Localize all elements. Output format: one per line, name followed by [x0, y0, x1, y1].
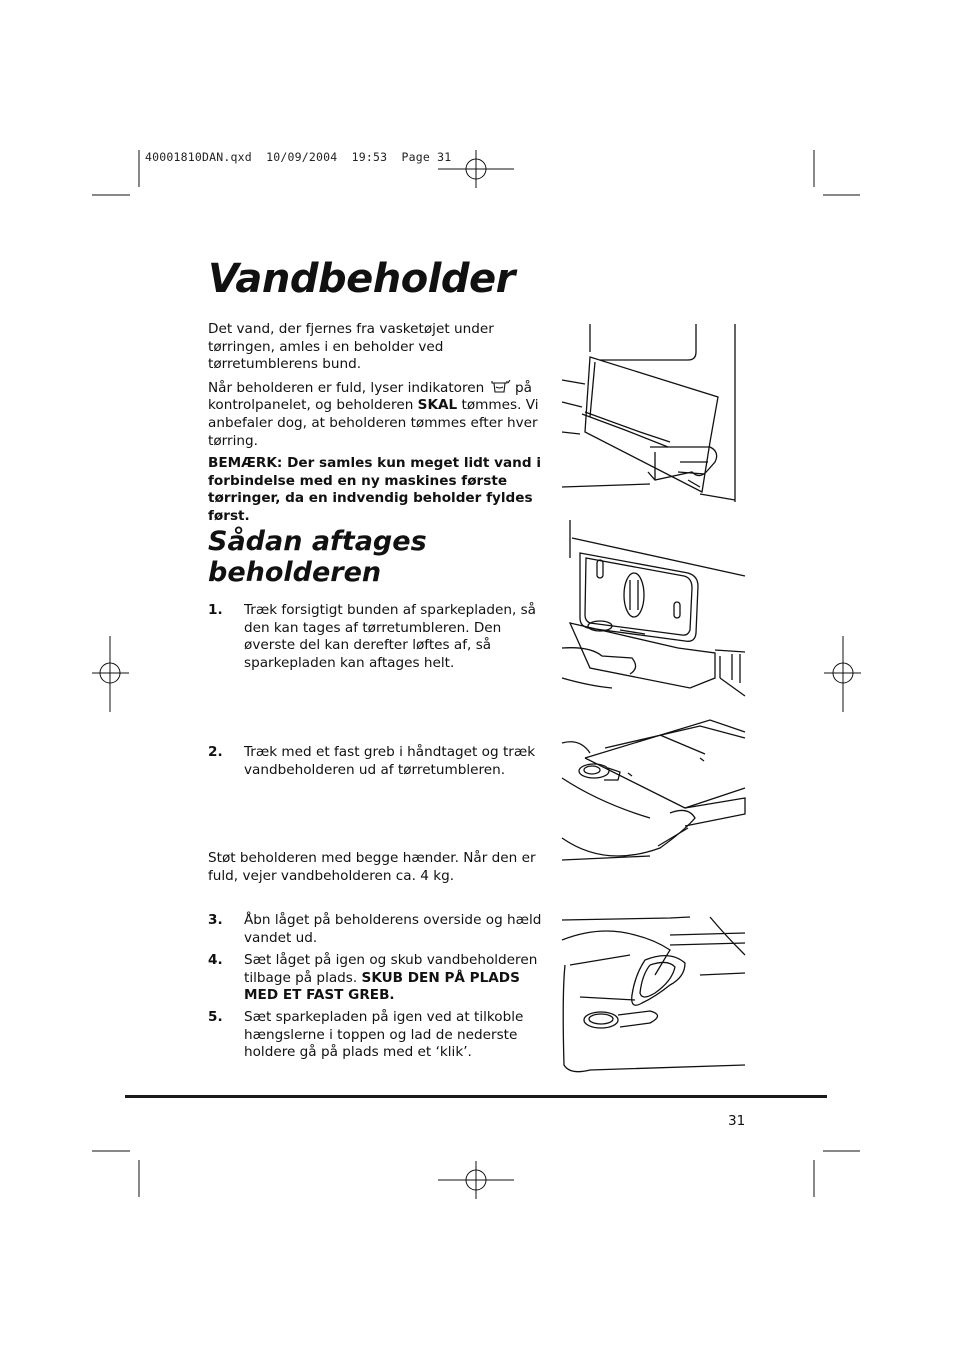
- illustration-kick-plate: [560, 518, 750, 703]
- illustration-container-out: [560, 718, 750, 863]
- step-1: [208, 602, 548, 672]
- step-number: 5.: [208, 1009, 223, 1025]
- illustration-remove-container: [560, 322, 750, 507]
- step-number: 3.: [208, 912, 223, 928]
- step-number: 2.: [208, 744, 223, 760]
- step-text: Træk med et fast greb i håndtaget og træk vandbeholderen ud af tørretumbleren.: [244, 744, 536, 778]
- step-text: Sæt sparkepladen på igen ved at tilkoble hængslerne i toppen og lad de nederste holdere gå på plads med et ‘klik’.: [244, 1009, 524, 1061]
- page-title: Vandbeholder: [208, 256, 515, 302]
- step-4: [208, 952, 548, 1005]
- step-text: Træk forsigtigt bunden af sparkepladen, så den kan tages af tørretumbleren. Den øverste del kan derefter løftes af, så sparkepladen kan aftages helt.: [244, 602, 537, 671]
- illustration-container-lid: [560, 915, 750, 1075]
- step-3: [208, 912, 548, 947]
- step-2: [208, 744, 548, 779]
- step-text: Sæt låget på igen og skub vandbeholderen tilbage på plads. SKUB DEN PÅ PLADS MED ET FAST GREB.: [244, 952, 538, 1004]
- intro-note: BEMÆRK: Der samles kun meget lidt vand i forbindelse med en ny maskines første tørringer, da en indvendig beholder fyldes først.: [208, 455, 541, 524]
- page-number: 31: [728, 1113, 746, 1129]
- section-title: Sådan aftages beholderen: [208, 526, 427, 588]
- intro-paragraph-2: Når beholderen er fuld, lyser indikatoren på kontrolpanelet, og beholderen SKAL tømmes. Vi anbefaler dog, at beholderen tømmes efter hver tørring.: [208, 379, 539, 449]
- crosshair-registration-bottom: [438, 1161, 514, 1199]
- water-container-icon: [489, 379, 511, 394]
- step-number: 4.: [208, 952, 223, 968]
- print-slug-line: 40001810DAN.qxd 10/09/2004 19:53 Page 31: [145, 150, 452, 164]
- intro-paragraph-1: Det vand, der fjernes fra vasketøjet under tørringen, amles i en beholder ved tørretumblerens bund.: [208, 321, 494, 373]
- footer-rule: [125, 1095, 827, 1098]
- crosshair-registration-right: [824, 636, 861, 712]
- intro-section: [208, 321, 544, 526]
- support-note: Støt beholderen med begge hænder. Når den er fuld, vejer vandbeholderen ca. 4 kg.: [208, 850, 536, 884]
- step-5: [208, 1009, 548, 1062]
- step-number: 1.: [208, 602, 223, 618]
- step-text: Åbn låget på beholderens overside og hæld vandet ud.: [244, 912, 542, 946]
- crosshair-registration-left: [92, 636, 129, 712]
